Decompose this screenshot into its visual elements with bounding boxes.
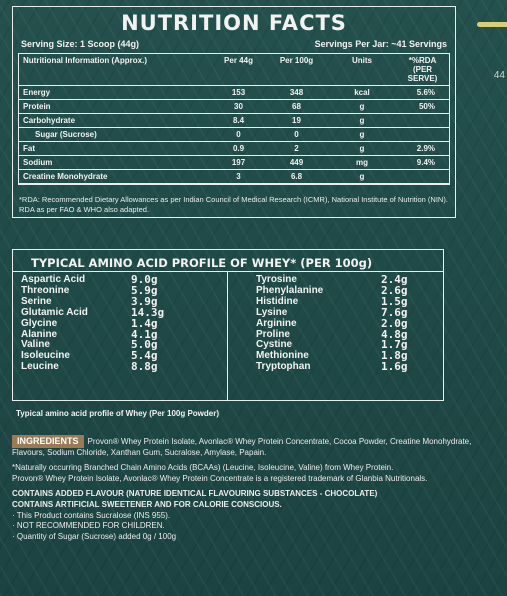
nutrition-row xyxy=(19,128,449,142)
unit: g xyxy=(328,128,396,142)
nutrient-name: Carbohydrate xyxy=(19,114,212,128)
amino-value: 2.6g xyxy=(381,283,408,297)
amino-value: 8.8g xyxy=(131,360,158,374)
accent-bar xyxy=(477,22,507,27)
nutrition-title: NUTRITION FACTS xyxy=(121,11,347,35)
amino-name: Histidine xyxy=(256,295,299,307)
nutrient-name: Creatine Monohydrate xyxy=(19,170,212,184)
unit: g xyxy=(328,114,396,128)
amino-name: Tyrosine xyxy=(256,274,297,285)
amino-row xyxy=(21,316,219,330)
amino-row xyxy=(21,362,219,373)
amino-value: 5.9g xyxy=(131,283,158,297)
amino-name: Leucine xyxy=(21,361,59,373)
amino-value: 1.8g xyxy=(381,349,408,363)
unit: mg xyxy=(328,156,396,170)
rda-percent: 50% xyxy=(396,100,449,114)
servings-per-jar: Servings Per Jar: ~41 Servings xyxy=(314,39,447,49)
ingredients-paragraph xyxy=(12,435,504,458)
amino-name: Valine xyxy=(21,339,50,351)
header-units: Units xyxy=(328,54,396,86)
header-per-100g: Per 100g xyxy=(265,54,328,86)
amino-value: 1.5g xyxy=(381,294,408,308)
ingredients-label: INGREDIENTS xyxy=(12,435,84,448)
amino-name: Isoleucine xyxy=(21,350,70,362)
value-per-44g: 3 xyxy=(212,170,265,184)
amino-name: Methionine xyxy=(256,350,309,362)
amino-row xyxy=(236,362,435,373)
nutrition-table-header xyxy=(19,54,449,86)
nutrition-row xyxy=(19,142,449,156)
unit: g xyxy=(328,142,396,156)
note-item: · Quantity of Sugar (Sucrose) added 0g / 100g xyxy=(12,531,177,541)
rda-percent: 5.6% xyxy=(396,86,449,100)
amino-value: 3.9g xyxy=(131,294,158,308)
amino-row xyxy=(21,305,219,319)
amino-name: Threonine xyxy=(21,284,70,296)
side-partial-text: 44 xyxy=(493,70,505,81)
ingredients-text: Provon® Whey Protein Isolate, Avonlac® Whey Protein Concentrate, Cocoa Powder, Creatine Monohydrate, Flavours, Sodium Chloride, Xanthan Gum, Sucralose, Amylase, Papain. xyxy=(12,437,472,457)
rda-percent: 2.9% xyxy=(396,142,449,156)
trademark-note: Provon® Whey Protein Isolate, Avonlac® Whey Protein Concentrate is a registered trademark of Glanbia Nutritionals. xyxy=(12,473,428,483)
amino-value: 7.6g xyxy=(381,305,408,319)
amino-name: Phenylalanine xyxy=(256,284,324,296)
unit: g xyxy=(328,170,396,184)
value-per-44g: 197 xyxy=(212,156,265,170)
value-per-100g: 449 xyxy=(265,156,328,170)
header-per-44g: Per 44g xyxy=(212,54,265,86)
amino-value: 4.8g xyxy=(381,327,408,341)
nutrient-name: Protein xyxy=(19,100,212,114)
rda-percent xyxy=(396,128,449,142)
header-rda: *%RDA (PER SERVE) xyxy=(396,54,449,86)
value-per-100g: 6.8 xyxy=(265,170,328,184)
nutrient-name: Energy xyxy=(19,86,212,100)
note-item: · This Product contains Sucralose (INS 955). xyxy=(12,510,171,520)
nutrient-name: Sugar (Sucrose) xyxy=(19,128,212,142)
bcaa-note: *Naturally occurring Branched Chain Amino Acids (BCAAs) (Leucine, Isoleucine, Valine) from Whey Protein. xyxy=(12,463,394,473)
value-per-100g: 2 xyxy=(265,142,328,156)
amino-row xyxy=(21,327,219,341)
serving-info xyxy=(13,39,455,49)
nutrient-name: Fat xyxy=(19,142,212,156)
sweetener-statement: CONTAINS ARTIFICIAL SWEETENER AND FOR CALORIE CONSCIOUS. xyxy=(12,499,282,509)
value-per-100g: 0 xyxy=(265,128,328,142)
nutrition-row xyxy=(19,156,449,170)
value-per-44g: 30 xyxy=(212,100,265,114)
nutrition-row xyxy=(19,170,449,184)
amino-value: 1.6g xyxy=(381,360,408,374)
amino-value: 5.4g xyxy=(131,349,158,363)
value-per-100g: 19 xyxy=(265,114,328,128)
serving-size: Serving Size: 1 Scoop (44g) xyxy=(21,39,140,49)
value-per-100g: 68 xyxy=(265,100,328,114)
rda-percent xyxy=(396,170,449,184)
nutrient-name: Sodium xyxy=(19,156,212,170)
value-per-100g: 348 xyxy=(265,86,328,100)
amino-name: Glutamic Acid xyxy=(21,306,88,318)
amino-right-column xyxy=(228,272,443,400)
amino-name: Glycine xyxy=(21,317,58,329)
value-per-44g: 153 xyxy=(212,86,265,100)
amino-value: 2.0g xyxy=(381,316,408,330)
nutrition-facts-panel xyxy=(12,6,456,218)
amino-name: Arginine xyxy=(256,317,297,329)
amino-name: Tryptophan xyxy=(256,361,311,373)
amino-caption: Typical amino acid profile of Whey (Per 100g Powder) xyxy=(16,409,220,418)
amino-name: Aspartic Acid xyxy=(21,274,86,285)
amino-value: 9.0g xyxy=(131,273,158,286)
nutrition-table xyxy=(19,54,449,184)
amino-value: 4.1g xyxy=(131,327,158,341)
rda-footnote: *RDA: Recommended Dietary Allowances as per Indian Council of Medical Research (ICMR), National Institute of Nutrition (NIN). RDA as per FAO & WHO also adapted. xyxy=(19,195,448,214)
rda-percent xyxy=(396,114,449,128)
amino-left-column xyxy=(13,272,228,400)
nutrition-row xyxy=(19,100,449,114)
amino-title: TYPICAL AMINO ACID PROFILE OF WHEY* (PER 100g) xyxy=(13,250,443,272)
nutrition-row xyxy=(19,114,449,128)
amino-name: Serine xyxy=(21,295,52,307)
note-item: · NOT RECOMMENDED FOR CHILDREN. xyxy=(12,521,165,531)
nutrition-table-frame xyxy=(18,53,450,185)
value-per-44g: 0 xyxy=(212,128,265,142)
amino-name: Lysine xyxy=(256,306,288,318)
value-per-44g: 8.4 xyxy=(212,114,265,128)
header-nutritional-information: Nutritional Information (Approx.) xyxy=(19,54,212,86)
amino-acid-panel xyxy=(12,249,444,401)
amino-value: 14.3g xyxy=(131,305,165,319)
unit: g xyxy=(328,100,396,114)
nutrition-row xyxy=(19,86,449,100)
amino-value: 2.4g xyxy=(381,273,408,286)
amino-name: Alanine xyxy=(21,328,58,340)
amino-name: Cystine xyxy=(256,339,293,351)
amino-value: 1.4g xyxy=(131,316,158,330)
flavour-statement: CONTAINS ADDED FLAVOUR (NATURE IDENTICAL FLAVOURING SUBSTANCES - CHOCOLATE) xyxy=(12,489,378,499)
amino-value: 1.7g xyxy=(381,338,408,352)
unit: kcal xyxy=(328,86,396,100)
value-per-44g: 0.9 xyxy=(212,142,265,156)
amino-name: Proline xyxy=(256,328,290,340)
amino-value: 5.0g xyxy=(131,338,158,352)
rda-percent: 9.4% xyxy=(396,156,449,170)
ingredients-section xyxy=(12,435,504,542)
